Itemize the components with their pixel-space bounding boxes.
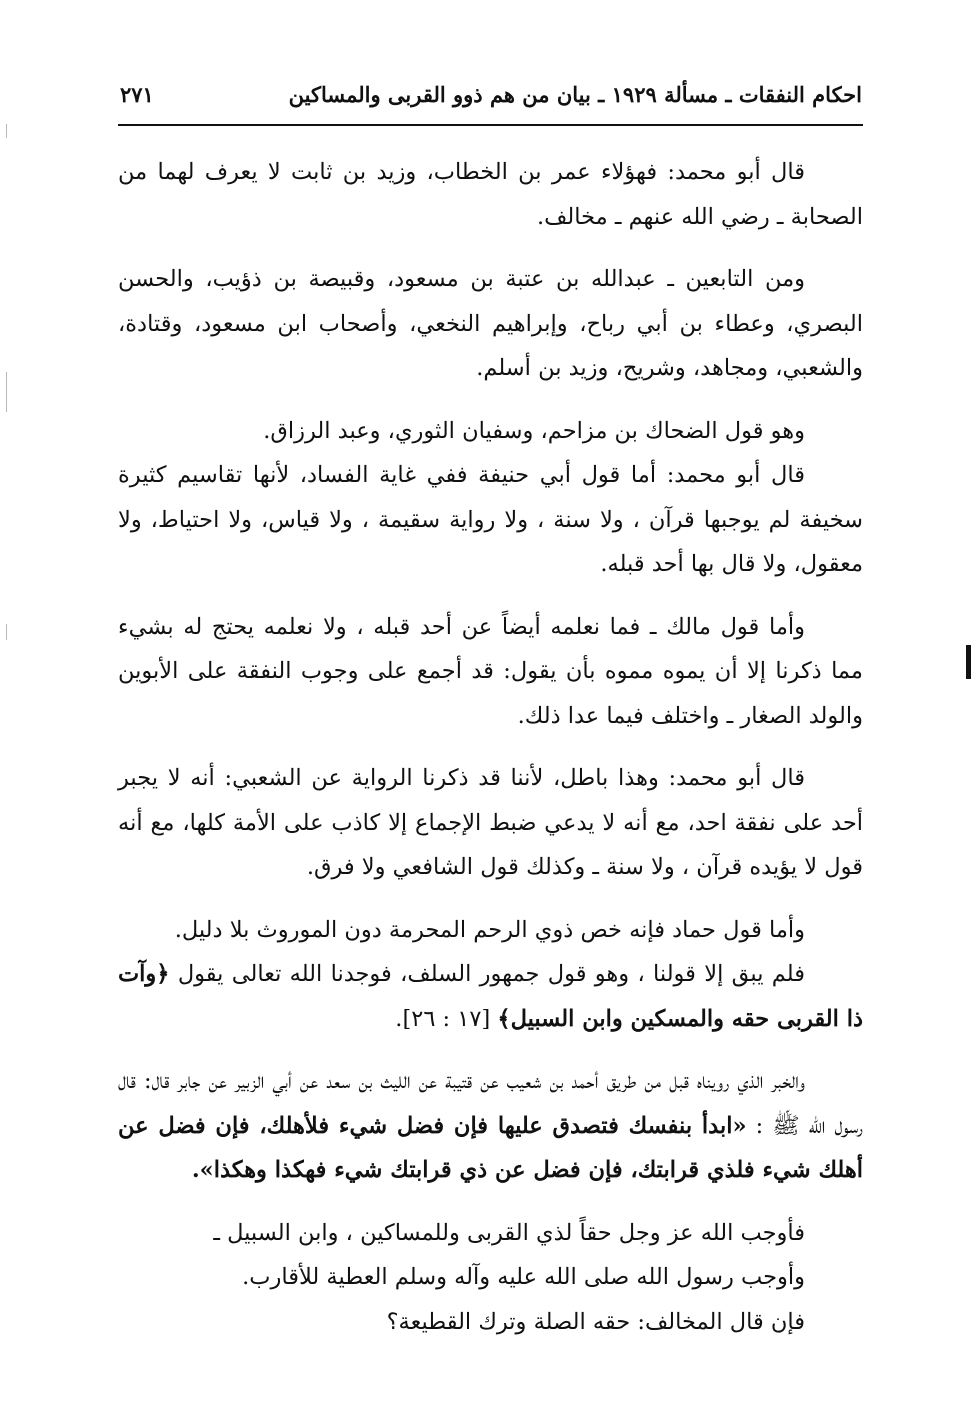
closing-block <box>118 1211 863 1345</box>
paragraph-9 <box>118 1059 863 1193</box>
paragraph-1: قال أبو محمد: فهؤلاء عمر بن الخطاب، وزيد بن ثابت لا يعرف لهما من الصحابة ـ رضي الله عنهم ـ مخالف. <box>118 159 863 230</box>
verse-reference: [١٧ : ٢٦]. <box>395 1005 491 1032</box>
page-header <box>120 82 862 122</box>
paragraph-6: قال أبو محمد: وهذا باطل، لأننا قد ذكرنا الرواية عن الشعبي: أنه لا يجبر أحد على نفقة احد، مع أنه لا يدعي ضبط الإجماع إلا كاذب على الأمة كلها، مع أنه قول لا يؤيده قرآن ، ولا سنة ـ وكذلك قول الشافعي ولا فرق. <box>118 765 863 880</box>
scan-margin-bar <box>966 645 971 679</box>
scan-edge-mark <box>6 372 7 412</box>
paragraph-9-text: والخبر الذي رويناه قبل من طريق أحمد بن شعيب عن قتيبة عن الليث بن سعد عن أبي الزبير عن جابر قال: قال رسول الله ﷺ : <box>118 1068 863 1139</box>
closing-line-2: وأوجب رسول الله صلى الله عليه وآله وسلم العطية للأقارب. <box>242 1264 805 1290</box>
header-rule <box>118 124 863 126</box>
paragraph-4: قال أبو محمد: أما قول أبي حنيفة ففي غاية الفساد، لأنها تقاسيم كثيرة سخيفة لم يوجبها قرآن ، ولا سنة ، ولا رواية سقيمة ، ولا قياس، ولا احتياط، ولا معقول، ولا قال بها أحد قبله. <box>118 462 863 577</box>
hadith-quote: «ابدأ بنفسك فتصدق عليها فإن فضل شيء فلأهلك، فإن فضل عن أهلك شيء فلذي قرابتك، فإن فضل عن ذي قرابتك شيء فهكذا وهكذا». <box>118 1112 863 1183</box>
closing-line-1: فأوجب الله عز وجل حقاً لذي القربى وللمساكين ، وابن السبيل ـ <box>213 1219 805 1246</box>
paragraph-3: وهو قول الضحاك بن مزاحم، وسفيان الثوري، وعبد الرزاق. <box>263 417 805 444</box>
quran-verse: ﴿وآت ذا القربى حقه والمسكين وابن السبيل﴾ <box>118 961 863 1032</box>
paragraph-2: ومن التابعين ـ عبدالله بن عتبة بن مسعود، وقبيصة بن ذؤيب، والحسن البصري، وعطاء بن أبي رباح، وإبراهيم النخعي، وأصحاب ابن مسعود، وقتادة، والشعبي، ومجاهد، وشريح، وزيد بن أسلم. <box>118 266 863 381</box>
page-body <box>118 150 863 1344</box>
paragraph-5: وأما قول مالك ـ فما نعلمه أيضاً عن أحد قبله ، ولا نعلمه يحتج له بشيء مما ذكرنا إلا أن يموه مموه بأن يقول: قد أجمع على وجوب النفقة على الأبوين والولد الصغار ـ واختلف فيما عدا ذلك. <box>118 613 863 729</box>
scan-edge-mark <box>6 624 7 640</box>
closing-line-3: فإن قال المخالف: حقه الصلة وترك القطيعة؟ <box>386 1308 805 1335</box>
paragraph-8-text: فلم يبق إلا قولنا ، وهو قول جمهور السلف، فوجدنا الله تعالى يقول <box>177 961 805 987</box>
running-title: احكام النفقات ـ مسألة ١٩٢٩ ـ بيان من هم ذوو القربى والمساكين <box>288 82 862 107</box>
paragraph-8 <box>118 952 863 1041</box>
scan-edge-mark <box>6 124 7 138</box>
paragraph-7: وأما قول حماد فإنه خص ذوي الرحم المحرمة دون الموروث بلا دليل. <box>174 916 805 943</box>
page-number: ٢٧١ <box>120 82 154 107</box>
